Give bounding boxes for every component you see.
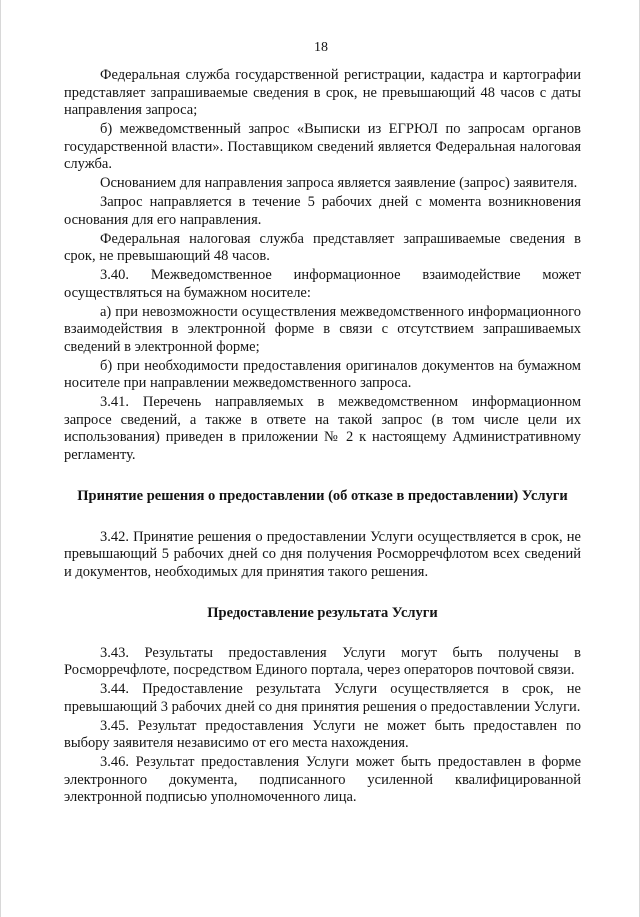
paragraph: 3.46. Результат предоставления Услуги может быть предоставлен в форме электронного документа, подписанного усиленной квалифицированной электронной подписью уполномоченного лица. (64, 754, 581, 805)
section-heading-decision: Принятие решения о предоставлении (об отказе в предоставлении) Услуги (77, 488, 568, 504)
paragraph: 3.45. Результат предоставления Услуги не может быть предоставлен по выбору заявителя независимо от его места нахождения. (64, 717, 581, 751)
paragraph: б) при необходимости предоставления оригиналов документов на бумажном носителе при направлении межведомственного запроса. (64, 357, 581, 391)
paragraph: 3.40. Межведомственное информационное взаимодействие может осуществляться на бумажном носителе: (64, 267, 581, 301)
paragraph: Запрос направляется в течение 5 рабочих дней с момента возникновения основания для его направления. (64, 194, 581, 228)
paragraph: б) межведомственный запрос «Выписки из ЕГРЮЛ по запросам органов государственной власти». Поставщиком сведений является Федеральная налоговая служба. (64, 121, 581, 172)
paragraph: Федеральная налоговая служба представляет запрашиваемые сведения в срок, не превышающий 48 часов. (64, 230, 581, 264)
paragraph: 3.43. Результаты предоставления Услуги могут быть получены в Росморречфлоте, посредством Единого портала, через операторов почтовой связи. (64, 644, 581, 678)
document-body (64, 67, 581, 808)
paragraph: 3.42. Принятие решения о предоставлении Услуги осуществляется в срок, не превышающий 5 рабочих дней со дня получения Росморречфлотом всех сведений и документов, необходимых для принятия такого решения. (64, 528, 581, 580)
paragraph: 3.41. Перечень направляемых в межведомственном информационном запросе сведений, а также в ответе на такой запрос (в том числе цели их использования) приведен в приложении № 2 к настоящему Административному регламенту. (64, 394, 581, 463)
section-heading-result: Предоставление результата Услуги (207, 605, 438, 621)
paragraph: а) при невозможности осуществления межведомственного информационного взаимодействия в электронной форме в связи с отсутствием запрашиваемых сведений в электронной форме; (64, 303, 581, 355)
page-number: 18 (314, 40, 328, 55)
paragraph: 3.44. Предоставление результата Услуги осуществляется в срок, не превышающий 3 рабочих дней со дня принятия решения о предоставлении Услуги. (64, 681, 581, 715)
paragraph: Федеральная служба государственной регистрации, кадастра и картографии представляет запрашиваемые сведения в срок, не превышающий 48 часов с даты направления запроса; (64, 67, 581, 118)
paragraph: Основанием для направления запроса является заявление (запрос) заявителя. (100, 175, 578, 191)
